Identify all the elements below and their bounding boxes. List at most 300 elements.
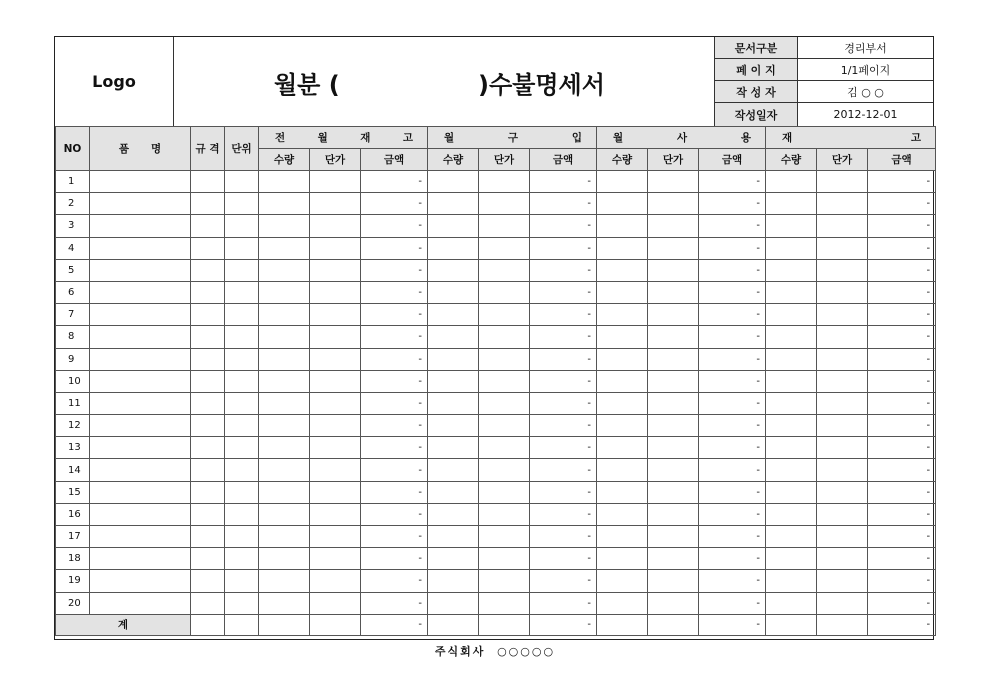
col-group-char: 재 (782, 132, 793, 144)
price-cell (479, 215, 530, 237)
amount-cell: - (699, 392, 766, 414)
table-row (56, 171, 936, 193)
row-number-cell: 9 (56, 348, 90, 370)
total-amount-cell: - (361, 614, 428, 635)
item-name-cell (90, 459, 191, 481)
price-cell (648, 503, 699, 525)
spec-cell (191, 592, 225, 614)
price-cell (648, 171, 699, 193)
qty-cell (597, 348, 648, 370)
price-cell (310, 481, 361, 503)
amount-cell: - (530, 259, 597, 281)
amount-cell: - (361, 259, 428, 281)
spec-cell (191, 570, 225, 592)
qty-cell (259, 526, 310, 548)
price-cell (310, 526, 361, 548)
amount-cell: - (361, 548, 428, 570)
col-subheader: 단가 (479, 149, 530, 171)
price-cell (479, 348, 530, 370)
amount-cell: - (530, 392, 597, 414)
item-name-cell (90, 570, 191, 592)
qty-cell (259, 459, 310, 481)
price-cell (479, 592, 530, 614)
spec-cell (191, 326, 225, 348)
amount-cell: - (699, 193, 766, 215)
price-cell (817, 503, 868, 525)
company-footer: 주식회사 ○○○○○ (434, 645, 556, 658)
qty-cell (766, 259, 817, 281)
row-number-cell: 14 (56, 459, 90, 481)
row-number-cell: 10 (56, 370, 90, 392)
amount-cell: - (699, 281, 766, 303)
amount-cell: - (868, 392, 936, 414)
qty-cell (766, 437, 817, 459)
qty-cell (428, 259, 479, 281)
col-group-char: 고 (402, 132, 413, 144)
price-cell (817, 281, 868, 303)
qty-cell (259, 481, 310, 503)
spec-cell (191, 304, 225, 326)
amount-cell: - (361, 481, 428, 503)
amount-cell: - (868, 326, 936, 348)
price-cell (310, 392, 361, 414)
price-cell (648, 481, 699, 503)
table-row (56, 481, 936, 503)
meta-value: 1/1페이지 (840, 63, 891, 77)
amount-cell: - (868, 526, 936, 548)
price-cell (648, 437, 699, 459)
unit-cell (225, 526, 259, 548)
spec-cell (191, 437, 225, 459)
unit-cell (225, 326, 259, 348)
table-row (56, 592, 936, 614)
price-cell (479, 526, 530, 548)
price-cell (817, 570, 868, 592)
price-cell (310, 281, 361, 303)
qty-cell (259, 237, 310, 259)
amount-cell: - (699, 370, 766, 392)
price-cell (817, 215, 868, 237)
price-cell (648, 570, 699, 592)
row-number-cell: 18 (56, 548, 90, 570)
qty-cell (597, 481, 648, 503)
table-row (56, 348, 936, 370)
qty-cell (428, 237, 479, 259)
price-cell (310, 259, 361, 281)
qty-cell (428, 281, 479, 303)
qty-cell (597, 171, 648, 193)
amount-cell: - (530, 481, 597, 503)
price-cell (310, 171, 361, 193)
amount-cell: - (361, 237, 428, 259)
price-cell (817, 526, 868, 548)
item-name-cell (90, 215, 191, 237)
amount-cell: - (868, 259, 936, 281)
table-row (56, 370, 936, 392)
table-row (56, 459, 936, 481)
unit-cell (225, 193, 259, 215)
spec-cell (191, 614, 225, 635)
amount-cell: - (361, 592, 428, 614)
amount-cell: - (699, 592, 766, 614)
price-cell (479, 415, 530, 437)
qty-cell (428, 503, 479, 525)
amount-cell: - (361, 570, 428, 592)
table-row (56, 281, 936, 303)
table-row (56, 326, 936, 348)
amount-cell: - (530, 592, 597, 614)
price-cell (648, 237, 699, 259)
col-group-header (766, 127, 936, 149)
qty-cell (259, 259, 310, 281)
price-cell (648, 592, 699, 614)
price-cell (310, 415, 361, 437)
price-cell (479, 437, 530, 459)
meta-label: 페 이 지 (715, 59, 798, 80)
price-cell (310, 193, 361, 215)
qty-cell (259, 392, 310, 414)
amount-cell: - (868, 193, 936, 215)
price-cell (817, 415, 868, 437)
amount-cell: - (530, 193, 597, 215)
col-group-header (428, 127, 597, 149)
row-number-cell: 15 (56, 481, 90, 503)
price-cell (479, 481, 530, 503)
price-cell (648, 526, 699, 548)
spec-cell (191, 548, 225, 570)
amount-cell: - (361, 370, 428, 392)
amount-cell: - (361, 415, 428, 437)
price-cell (817, 392, 868, 414)
qty-cell (597, 592, 648, 614)
qty-cell (259, 215, 310, 237)
spec-cell (191, 215, 225, 237)
qty-cell (597, 237, 648, 259)
document-header (55, 37, 932, 127)
price-cell (479, 193, 530, 215)
qty-cell (766, 326, 817, 348)
spec-cell (191, 392, 225, 414)
amount-cell: - (868, 459, 936, 481)
amount-cell: - (530, 415, 597, 437)
col-subheader: 수량 (428, 149, 479, 171)
price-cell (479, 548, 530, 570)
qty-cell (428, 215, 479, 237)
amount-cell: - (530, 459, 597, 481)
col-subheader: 수량 (597, 149, 648, 171)
amount-cell: - (699, 171, 766, 193)
col-group-char: 구 (507, 132, 519, 144)
amount-cell: - (868, 548, 936, 570)
col-subheader: 수량 (259, 149, 310, 171)
col-group-char: 월 (444, 132, 455, 144)
ledger-table-wrap (55, 126, 933, 641)
unit-cell (225, 548, 259, 570)
unit-cell (225, 481, 259, 503)
amount-cell: - (868, 215, 936, 237)
qty-cell (428, 592, 479, 614)
price-cell (310, 304, 361, 326)
unit-cell (225, 304, 259, 326)
amount-cell: - (530, 171, 597, 193)
qty-cell (766, 370, 817, 392)
amount-cell: - (868, 370, 936, 392)
qty-cell (428, 304, 479, 326)
price-cell (310, 503, 361, 525)
item-name-cell (90, 348, 191, 370)
col-group-header (597, 127, 766, 149)
price-cell (479, 370, 530, 392)
unit-cell (225, 348, 259, 370)
row-number-cell: 11 (56, 392, 90, 414)
spec-cell (191, 237, 225, 259)
row-number-cell: 17 (56, 526, 90, 548)
unit-cell (225, 503, 259, 525)
row-number-cell: 5 (56, 259, 90, 281)
item-name-cell (90, 481, 191, 503)
amount-cell: - (699, 326, 766, 348)
qty-cell (259, 437, 310, 459)
price-cell (817, 459, 868, 481)
qty-cell (428, 526, 479, 548)
amount-cell: - (699, 570, 766, 592)
price-cell (817, 171, 868, 193)
price-cell (648, 304, 699, 326)
unit-cell (225, 592, 259, 614)
qty-cell (597, 503, 648, 525)
meta-row-doc-type (715, 37, 933, 59)
spec-cell (191, 526, 225, 548)
unit-cell (225, 370, 259, 392)
unit-cell (225, 215, 259, 237)
unit-cell (225, 570, 259, 592)
price-cell (817, 370, 868, 392)
qty-cell (766, 459, 817, 481)
item-name-cell (90, 326, 191, 348)
item-name-cell (90, 237, 191, 259)
price-cell (310, 592, 361, 614)
price-cell (479, 503, 530, 525)
title-suffix: )수불명세서 (478, 71, 605, 99)
price-cell (817, 259, 868, 281)
amount-cell: - (361, 326, 428, 348)
price-cell (648, 281, 699, 303)
qty-cell (259, 171, 310, 193)
item-name-cell (90, 437, 191, 459)
qty-cell (597, 392, 648, 414)
amount-cell: - (530, 437, 597, 459)
item-name-cell (90, 370, 191, 392)
price-cell (479, 326, 530, 348)
amount-cell: - (361, 348, 428, 370)
price-cell (817, 481, 868, 503)
row-number-cell: 8 (56, 326, 90, 348)
item-name-cell (90, 281, 191, 303)
qty-cell (766, 171, 817, 193)
price-cell (817, 548, 868, 570)
meta-label: 작 성 자 (715, 81, 798, 102)
qty-cell (766, 481, 817, 503)
price-cell (479, 614, 530, 635)
col-subheader: 단가 (817, 149, 868, 171)
table-row (56, 392, 936, 414)
amount-cell: - (699, 215, 766, 237)
item-name-cell (90, 526, 191, 548)
qty-cell (259, 570, 310, 592)
amount-cell: - (361, 193, 428, 215)
qty-cell (597, 215, 648, 237)
qty-cell (428, 370, 479, 392)
price-cell (479, 304, 530, 326)
amount-cell: - (530, 215, 597, 237)
unit-cell (225, 614, 259, 635)
qty-cell (597, 437, 648, 459)
amount-cell: - (530, 237, 597, 259)
unit-cell (225, 171, 259, 193)
spec-cell (191, 193, 225, 215)
price-cell (310, 548, 361, 570)
total-amount-cell: - (868, 614, 936, 635)
item-name-cell (90, 392, 191, 414)
qty-cell (259, 503, 310, 525)
item-name-cell (90, 548, 191, 570)
table-row (56, 548, 936, 570)
col-group-char: 월 (613, 132, 624, 144)
price-cell (310, 459, 361, 481)
qty-cell (259, 614, 310, 635)
table-row (56, 503, 936, 525)
spec-cell (191, 281, 225, 303)
amount-cell: - (361, 304, 428, 326)
title-prefix: 월분 ( (274, 71, 340, 99)
qty-cell (428, 171, 479, 193)
amount-cell: - (699, 237, 766, 259)
spec-cell (191, 259, 225, 281)
amount-cell: - (868, 437, 936, 459)
col-header-spec: 규 격 (191, 127, 225, 171)
price-cell (310, 348, 361, 370)
amount-cell: - (699, 459, 766, 481)
meta-row-page (715, 59, 933, 81)
qty-cell (428, 392, 479, 414)
price-cell (817, 193, 868, 215)
table-row (56, 304, 936, 326)
col-subheader: 금액 (699, 149, 766, 171)
col-subheader: 금액 (530, 149, 597, 171)
qty-cell (597, 526, 648, 548)
amount-cell: - (699, 415, 766, 437)
qty-cell (766, 281, 817, 303)
amount-cell: - (868, 592, 936, 614)
amount-cell: - (868, 237, 936, 259)
spec-cell (191, 503, 225, 525)
unit-cell (225, 459, 259, 481)
table-row (56, 215, 936, 237)
price-cell (648, 548, 699, 570)
meta-row-date (715, 103, 933, 126)
amount-cell: - (868, 503, 936, 525)
qty-cell (597, 415, 648, 437)
price-cell (648, 459, 699, 481)
amount-cell: - (361, 392, 428, 414)
amount-cell: - (699, 437, 766, 459)
col-subheader: 금액 (868, 149, 936, 171)
amount-cell: - (530, 281, 597, 303)
price-cell (648, 326, 699, 348)
price-cell (817, 592, 868, 614)
qty-cell (597, 281, 648, 303)
qty-cell (766, 415, 817, 437)
price-cell (648, 614, 699, 635)
amount-cell: - (361, 215, 428, 237)
row-number-cell: 4 (56, 237, 90, 259)
amount-cell: - (699, 481, 766, 503)
amount-cell: - (699, 259, 766, 281)
qty-cell (766, 348, 817, 370)
qty-cell (597, 193, 648, 215)
col-group-char: 전 (275, 132, 286, 144)
amount-cell: - (868, 481, 936, 503)
qty-cell (766, 237, 817, 259)
qty-cell (428, 481, 479, 503)
amount-cell: - (530, 326, 597, 348)
qty-cell (428, 193, 479, 215)
spec-cell (191, 415, 225, 437)
amount-cell: - (868, 281, 936, 303)
price-cell (310, 237, 361, 259)
approval-meta-box (715, 37, 933, 126)
qty-cell (259, 348, 310, 370)
spec-cell (191, 459, 225, 481)
price-cell (479, 237, 530, 259)
price-cell (479, 570, 530, 592)
price-cell (479, 459, 530, 481)
unit-cell (225, 415, 259, 437)
qty-cell (259, 592, 310, 614)
row-number-cell: 6 (56, 281, 90, 303)
amount-cell: - (361, 281, 428, 303)
row-number-cell: 3 (56, 215, 90, 237)
price-cell (648, 215, 699, 237)
price-cell (310, 215, 361, 237)
qty-cell (428, 614, 479, 635)
document-title (174, 37, 715, 126)
price-cell (479, 259, 530, 281)
qty-cell (428, 437, 479, 459)
qty-cell (428, 570, 479, 592)
qty-cell (428, 459, 479, 481)
price-cell (648, 348, 699, 370)
row-number-cell: 1 (56, 171, 90, 193)
amount-cell: - (361, 526, 428, 548)
col-group-char: 재 (360, 132, 371, 144)
amount-cell: - (699, 503, 766, 525)
amount-cell: - (361, 171, 428, 193)
price-cell (479, 171, 530, 193)
amount-cell: - (361, 503, 428, 525)
col-group-char: 고 (910, 132, 922, 144)
amount-cell: - (868, 304, 936, 326)
amount-cell: - (868, 570, 936, 592)
meta-value: 경리부서 (844, 41, 887, 55)
table-row (56, 437, 936, 459)
price-cell (648, 193, 699, 215)
amount-cell: - (868, 348, 936, 370)
amount-cell: - (530, 570, 597, 592)
price-cell (648, 415, 699, 437)
qty-cell (259, 193, 310, 215)
col-subheader: 단가 (648, 149, 699, 171)
